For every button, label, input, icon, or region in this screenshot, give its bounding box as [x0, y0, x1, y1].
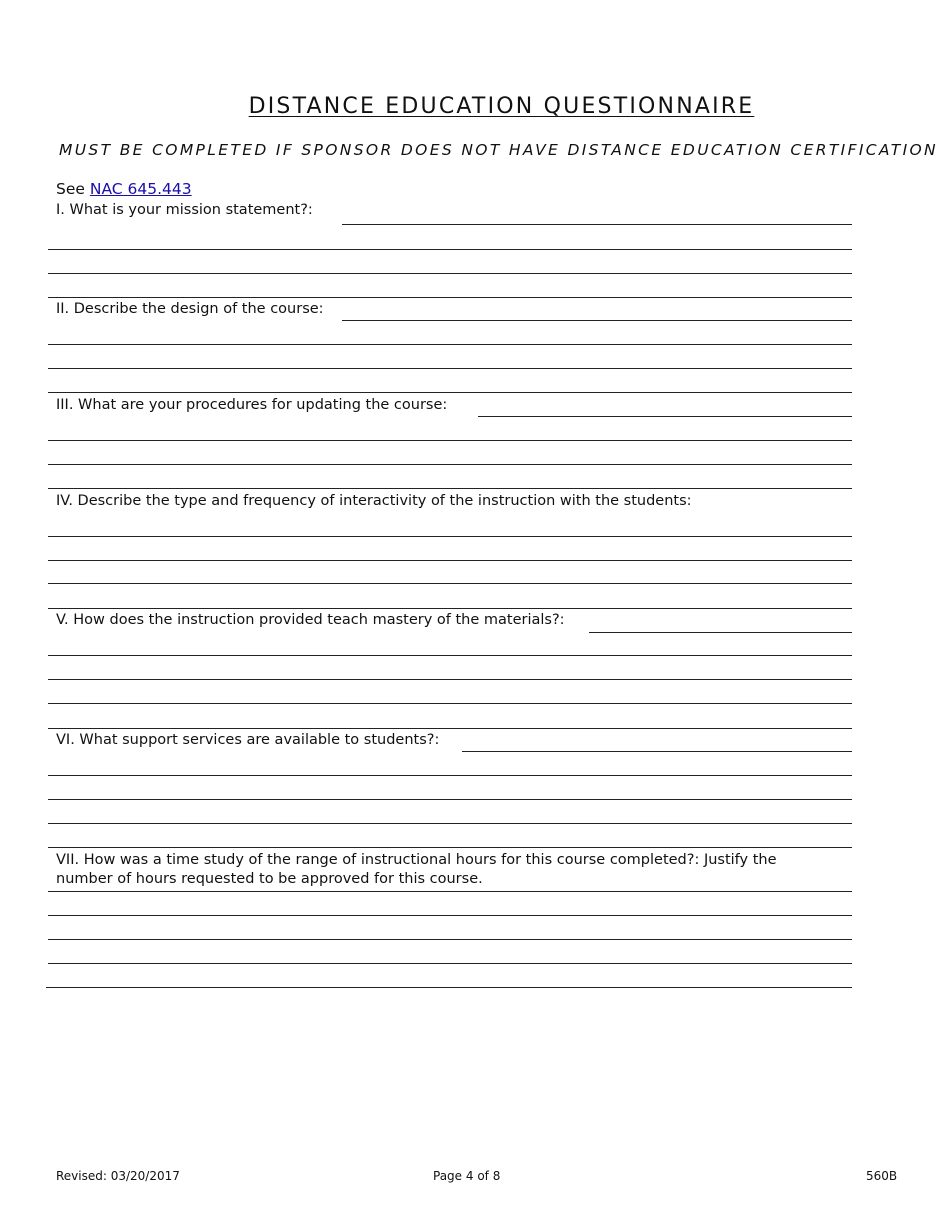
question-7-answer-line-2[interactable] [48, 915, 852, 916]
question-6-answer-line-5[interactable] [48, 847, 852, 848]
question-2-label: II. Describe the design of the course: [56, 301, 324, 317]
question-7-label: VII. How was a time study of the range of instructional hours for this course completed?: Justify the number of hours requested to be approved for this course. [56, 852, 777, 887]
question-1-answer-line-4[interactable] [48, 297, 852, 298]
question-4-answer-line-2[interactable] [48, 560, 852, 561]
question-6-answer-line-2[interactable] [48, 775, 852, 776]
reference-line [56, 180, 192, 198]
question-7-answer-line-4[interactable] [48, 963, 852, 964]
question-2-answer-line-4[interactable] [48, 392, 852, 393]
question-3-answer-line-4[interactable] [48, 488, 852, 489]
question-4-answer-line-1[interactable] [48, 536, 852, 537]
question-2-answer-line-2[interactable] [48, 344, 852, 345]
footer-revised-date: Revised: 03/20/2017 [56, 1169, 180, 1183]
question-4-answer-line-3[interactable] [48, 583, 852, 584]
page-title: DISTANCE EDUCATION QUESTIONNAIRE [248, 94, 755, 119]
question-6-answer-line-4[interactable] [48, 823, 852, 824]
question-3-answer-line-3[interactable] [48, 464, 852, 465]
question-7-answer-line-3[interactable] [48, 939, 852, 940]
question-4-answer-line-4[interactable] [48, 608, 852, 609]
question-1-answer-line-3[interactable] [48, 273, 852, 274]
question-5-answer-line-3[interactable] [48, 679, 852, 680]
question-1-answer-field[interactable] [342, 224, 852, 225]
question-5-answer-line-4[interactable] [48, 703, 852, 704]
question-2-answer-field[interactable] [342, 320, 852, 321]
question-5-answer-line-5[interactable] [48, 728, 852, 729]
question-3-label: III. What are your procedures for updating the course: [56, 397, 448, 413]
reference-prefix: See [56, 180, 85, 198]
question-1-answer-line-2[interactable] [48, 249, 852, 250]
question-5-label: V. How does the instruction provided teach mastery of the materials?: [56, 612, 565, 628]
question-3-answer-line-2[interactable] [48, 440, 852, 441]
question-7-answer-line-5[interactable] [46, 987, 852, 988]
nac-reference-link[interactable]: NAC 645.443 [89, 180, 192, 198]
question-6-label: VI. What support services are available to students?: [56, 732, 440, 748]
page-subtitle: MUST BE COMPLETED IF SPONSOR DOES NOT HAVE DISTANCE EDUCATION CERTIFICATION [59, 141, 938, 159]
footer-form-id: 560B [866, 1169, 898, 1183]
question-6-answer-line-3[interactable] [48, 799, 852, 800]
question-5-answer-field[interactable] [589, 632, 852, 633]
question-6-answer-field[interactable] [462, 751, 852, 752]
question-3-answer-field[interactable] [478, 416, 852, 417]
question-7-answer-line-1[interactable] [48, 891, 852, 892]
footer-page-number: Page 4 of 8 [433, 1169, 501, 1183]
question-2-answer-line-3[interactable] [48, 368, 852, 369]
question-5-answer-line-2[interactable] [48, 655, 852, 656]
question-1-label: I. What is your mission statement?: [56, 202, 313, 218]
question-4-label: IV. Describe the type and frequency of interactivity of the instruction with the students: [56, 493, 692, 509]
